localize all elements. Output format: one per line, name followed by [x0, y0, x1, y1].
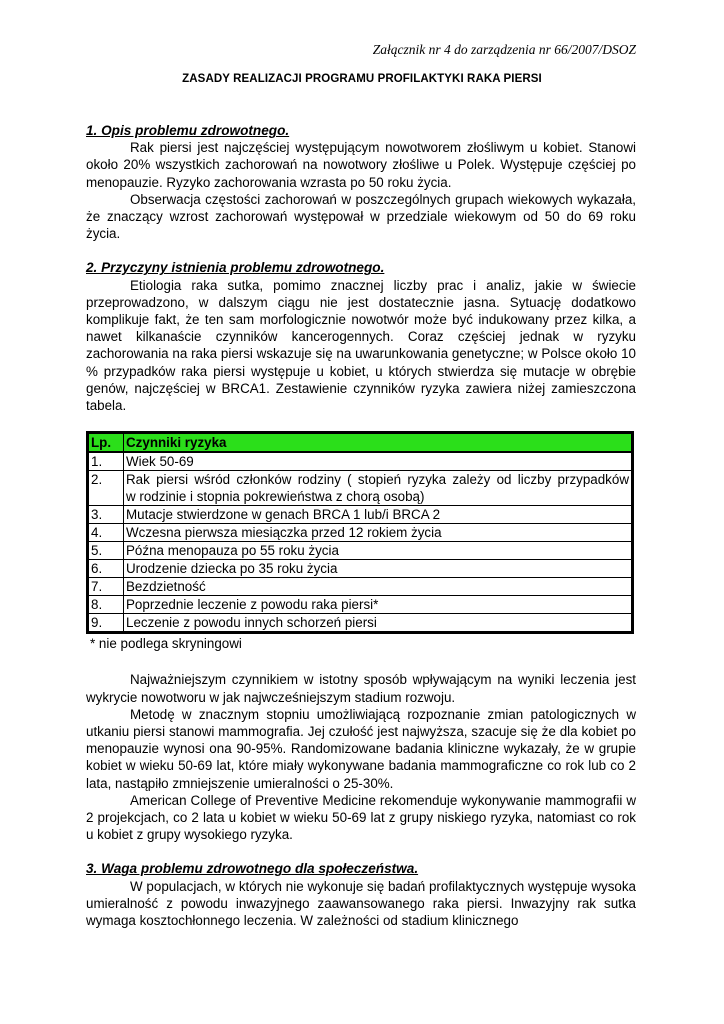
row-number: 2. — [88, 471, 124, 506]
row-number: 6. — [88, 560, 124, 578]
section-2-paragraph-3: Metodę w znacznym stopniu umożliwiającą rozpoznanie zmian patologicznych w utkaniu piersi stanowi mammografia. Jej czułość jest najwyższa, szacuje się że dla kobiet po menopauzie wynosi ona 90-95%. Randomizowane badania kliniczne wykazały, że w grupie kobiet w wieku 50-69 lat, które miały wykonywane badania mammograficzne co rok lub co 2 lata, nastąpiło zmniejszenie umieralności o 25-30%. — [86, 706, 636, 791]
row-factor: Leczenie z powodu innych schorzeń piersi — [124, 614, 633, 633]
section-1-heading: 1. Opis problemu zdrowotnego. — [86, 123, 290, 138]
row-factor-line-1: Rak piersi wśród członków rodziny ( stopień ryzyka zależy od liczby przypadków — [126, 472, 629, 488]
table-header-row — [88, 433, 633, 453]
row-factor: Bezdzietność — [124, 578, 633, 596]
row-number: 3. — [88, 506, 124, 524]
row-number: 1. — [88, 452, 124, 471]
row-factor — [124, 471, 633, 506]
row-factor: Poprzednie leczenie z powodu raka piersi* — [124, 596, 633, 614]
row-number: 8. — [88, 596, 124, 614]
section-3-heading: 3. Waga problemu zdrowotnego dla społeczeństwa. — [86, 861, 419, 877]
row-factor: Wiek 50-69 — [124, 452, 633, 471]
column-header-factors: Czynniki ryzyka — [124, 433, 633, 453]
row-factor: Mutacje stwierdzone w genach BRCA 1 lub/i BRCA 2 — [124, 506, 633, 524]
annex-reference: Załącznik nr 4 do zarządzenia nr 66/2007/DSOZ — [372, 42, 636, 57]
table-row — [88, 452, 633, 471]
column-header-lp: Lp. — [88, 433, 124, 453]
table-row — [88, 578, 633, 596]
table-row — [88, 506, 633, 524]
table-row — [88, 596, 633, 614]
risk-factors-table — [86, 431, 634, 634]
table-row — [88, 524, 633, 542]
table-row — [88, 614, 633, 633]
section-2-paragraph-2: Najważniejszym czynnikiem w istotny sposób wpływającym na wyniki leczenia jest wykrycie nowotworu w jak najwcześniejszym stadium rozwoju. — [86, 672, 636, 705]
section-3-paragraph-1: W populacjach, w których nie wykonuje się badań profilaktycznych występuje wysoka umieralność z powodu inwazyjnego zaawansowanego raka piersi. Inwazyjny rak sutka wymaga kosztochłonnego leczenia. W zależności od stadium klinicznego — [86, 878, 636, 929]
document-title: ZASADY REALIZACJI PROGRAMU PROFILAKTYKI RAKA PIERSI — [182, 73, 542, 85]
row-number: 4. — [88, 524, 124, 542]
row-number: 9. — [88, 614, 124, 633]
section-2-paragraph-1: Etiologia raka sutka, pomimo znacznej liczby prac i analiz, jakie w świecie przeprowadzono, w dalszym ciągu nie jest dostatecznie jasna. Sytuację dodatkowo komplikuje fakt, że ten sam morfologicznie nowotwór może być indukowany przez kilka, a nawet kilkanaście czynników kancerogennych. Coraz częściej jednak w ryzyku zachorowania na raka piersi wskazuje się na uwarunkowania genetyczne; w Polsce około 10 % przypadków raka piersi występuje u kobiet, u których stwierdza się mutacje w obrębie genów, najczęściej w BRCA1. Zestawienie czynników ryzyka zawiera niżej zamieszczona tabela. — [86, 277, 636, 414]
table-row — [88, 542, 633, 560]
row-factor-line-2: w rodzinie i stopnia pokrewieństwa z chorą osobą) — [126, 489, 425, 505]
table-row — [88, 560, 633, 578]
table-footnote: * nie podlega skryningowi — [90, 636, 242, 652]
row-factor: Wczesna pierwsza miesiączka przed 12 rokiem życia — [124, 524, 633, 542]
section-2-heading: 2. Przyczyny istnienia problemu zdrowotnego. — [86, 260, 385, 276]
row-number: 5. — [88, 542, 124, 560]
row-number: 7. — [88, 578, 124, 596]
table-row — [88, 471, 633, 506]
document-body — [86, 122, 636, 929]
section-1-paragraph-1: Rak piersi jest najczęściej występującym nowotworem złośliwym u kobiet. Stanowi około 20% wszystkich zachorowań na nowotwory złośliwe u Polek. Występuje częściej po menopauzie. Ryzyko zachorowania wzrasta po 50 roku życia. — [86, 140, 636, 190]
section-1-paragraph-2: Obserwacja częstości zachorowań w poszczególnych grupach wiekowych wykazała, że znaczący wzrost zachorowań występował w przedziale wiekowym od 50 do 69 roku życia. — [86, 191, 636, 242]
row-factor: Urodzenie dziecka po 35 roku życia — [124, 560, 633, 578]
section-2-paragraph-4: American College of Preventive Medicine rekomenduje wykonywanie mammografii w 2 projekcjach, co 2 lata u kobiet w wieku 50-69 lat z grupy niskiego ryzyka, natomiast co rok u kobiet z grupy wysokiego ryzyka. — [86, 792, 636, 843]
row-factor: Późna menopauza po 55 roku życia — [124, 542, 633, 560]
